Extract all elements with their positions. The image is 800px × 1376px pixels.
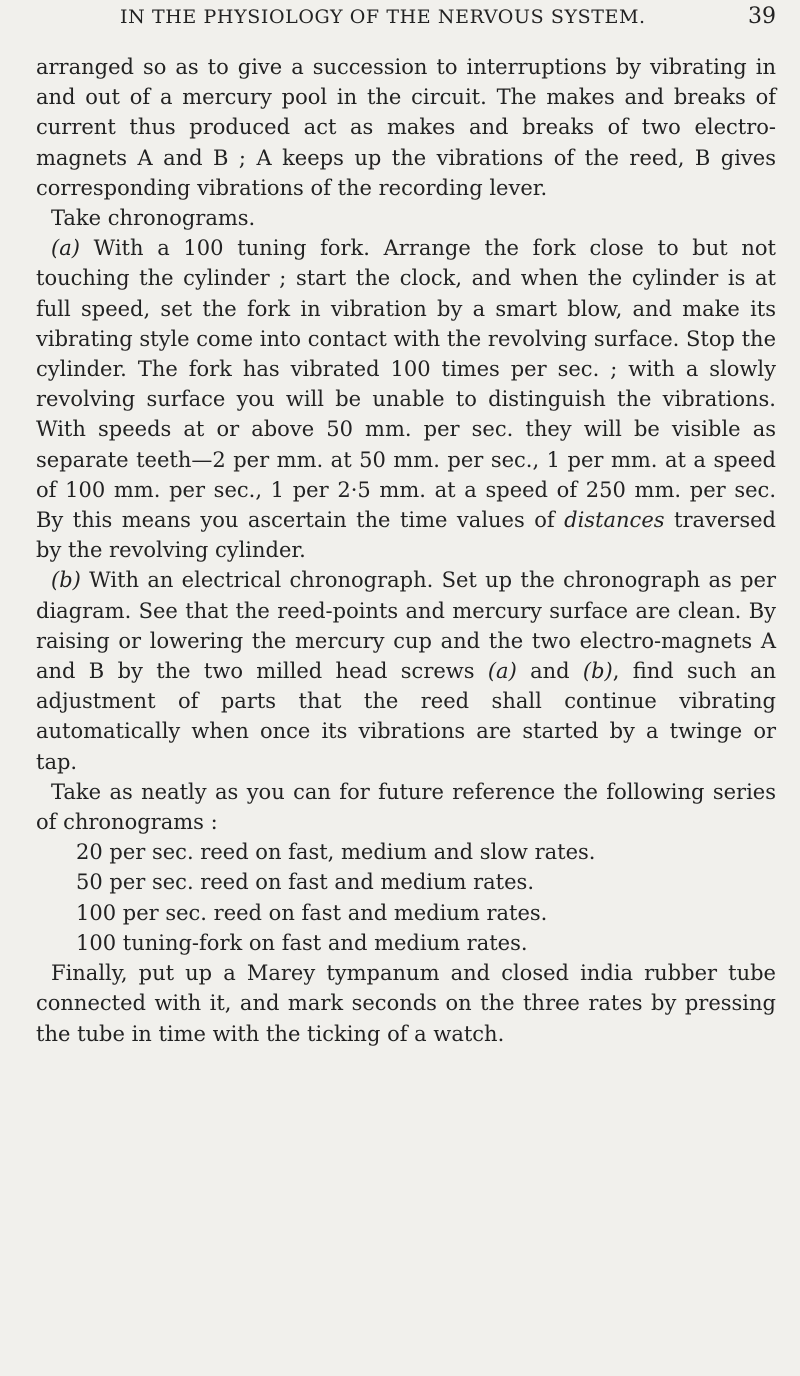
- paragraph-b-text-3: , find such an adjustment of parts that the reed shall continue vibrating automatically when once its vibrations are started by a twinge or tap.: [36, 659, 776, 774]
- running-head: IN THE PHYSIOLOGY OF THE NERVOUS SYSTEM.: [120, 6, 646, 28]
- emphasis-distances: distances: [564, 508, 665, 533]
- paragraph-b-electrical-chronograph: [36, 565, 776, 776]
- list-item: 100 tuning-fork on fast and medium rates.: [76, 930, 528, 955]
- chronogram-series-list: [36, 837, 776, 958]
- screw-label-a: (a): [487, 659, 517, 684]
- item-label-b: (b): [51, 568, 81, 593]
- paragraph-b-text-2: and: [516, 659, 583, 684]
- paragraph-a-text-1: With a 100 tuning fork. Arrange the fork close to but not touching the cylinder ; start the clock, and when the cylinder is at full speed, set the fork in vibration by a smart blow, and make its vibrating style come into contact with the revolving surface. Stop the cylinder. The fork has vibrated 100 times per sec. ; with a slowly revolving surface you will be unable to distinguish the vibrations. With speeds at or above 50 mm. per sec. they will be visible as separate teeth—2 per mm. at 50 mm. per sec., 1 per mm. at a speed of 100 mm. per sec., 1 per 2·5 mm. at a speed of 250 mm. per sec. By this means you ascertain the time values of: [36, 236, 776, 533]
- body-text: [36, 52, 776, 1049]
- paragraph-a-text-2: traversed by the revolving cylinder.: [36, 508, 776, 563]
- paragraph-continuation: arranged so as to give a succession to interruptions by vibrating in and out of a mercury pool in the circuit. The makes and breaks of current thus produced act as makes and breaks of two electro-magnets A and B ; A keeps up the vibrations of the reed, B gives corresponding vibrations of the recording lever.: [36, 55, 776, 200]
- list-item: 20 per sec. reed on fast, medium and slow rates.: [76, 840, 596, 865]
- paragraph-finally: Finally, put up a Marey tympanum and closed india rubber tube connected with it, and mark seconds on the three rates by pressing the tube in time with the ticking of a watch.: [36, 961, 776, 1046]
- item-label-a: (a): [51, 236, 80, 261]
- screw-label-b: (b): [582, 659, 613, 684]
- page-number: 39: [748, 4, 776, 29]
- paragraph-b-text-1: With an electrical chronograph. Set up the chronograph as per diagram. See that the reed-points and mercury surface are clean. By raising or lowering the mercury cup and the two electro-magnets A and B by the two milled head screws: [36, 568, 776, 684]
- paragraph-take-chronograms: Take chronograms.: [51, 206, 256, 231]
- paragraph-a-tuning-fork: [36, 233, 776, 565]
- list-item: 50 per sec. reed on fast and medium rates.: [76, 870, 534, 895]
- paragraph-series-intro: Take as neatly as you can for future reference the following series of chronograms :: [36, 779, 776, 835]
- list-item: 100 per sec. reed on fast and medium rates.: [76, 900, 548, 925]
